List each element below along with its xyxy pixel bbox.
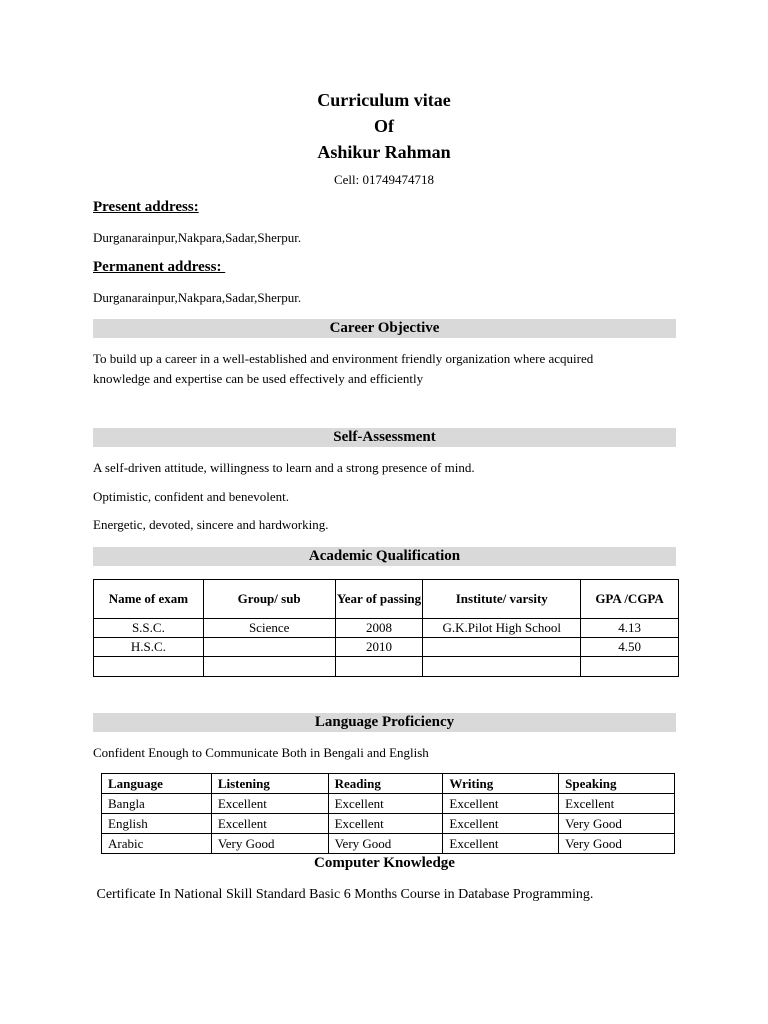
language-proficiency-heading: Language Proficiency [93,713,676,732]
table-cell: Excellent [559,794,675,814]
document-title: Curriculum vitae [317,90,451,110]
column-header: Institute/ varsity [423,580,581,619]
table-cell [581,657,679,677]
column-header: GPA /CGPA [581,580,679,619]
self-assessment-item: Optimistic, confident and benevolent. [93,489,290,504]
table-cell [203,657,335,677]
table-cell: Very Good [559,814,675,834]
language-intro-text: Confident Enough to Communicate Both in Bengali and English [93,745,429,760]
table-cell: 2008 [335,619,423,638]
present-address-value: Durganarainpur,Nakpara,Sadar,Sherpur. [93,230,302,245]
table-cell: H.S.C. [94,638,204,657]
table-cell: Arabic [102,834,212,854]
column-header: Reading [328,774,443,794]
table-cell [335,657,423,677]
table-cell: 4.50 [581,638,679,657]
table-cell [423,657,581,677]
table-cell: English [102,814,212,834]
cell-number: Cell: 01749474718 [333,172,435,187]
table-row [102,834,675,854]
self-assessment-item: Energetic, devoted, sincere and hardworking. [93,517,329,532]
table-cell: Excellent [443,834,559,854]
column-header: Language [102,774,212,794]
column-header: Listening [211,774,328,794]
table-cell: Excellent [443,814,559,834]
self-assessment-heading: Self-Assessment [93,428,676,447]
document-title-of: Of [374,116,394,136]
table-cell: 4.13 [581,619,679,638]
column-header: Writing [443,774,559,794]
column-header: Year of passing [335,580,423,619]
table-cell: Very Good [211,834,328,854]
permanent-address-heading: Permanent address: [93,259,226,275]
table-cell: S.S.C. [94,619,204,638]
computer-knowledge-heading: Computer Knowledge [314,855,455,871]
table-cell: Science [203,619,335,638]
table-cell [203,638,335,657]
table-cell: Excellent [211,794,328,814]
career-objective-heading: Career Objective [93,319,676,338]
table-row [94,657,679,677]
language-table [101,773,675,854]
table-cell: Bangla [102,794,212,814]
table-cell [94,657,204,677]
table-cell: Excellent [211,814,328,834]
present-address-heading: Present address: [93,199,199,215]
table-cell: Excellent [328,794,443,814]
column-header: Name of exam [94,580,204,619]
table-row [102,794,675,814]
table-row [102,814,675,834]
table-cell: Excellent [328,814,443,834]
table-cell: Very Good [328,834,443,854]
candidate-name: Ashikur Rahman [317,142,451,162]
table-cell: Excellent [443,794,559,814]
table-row [94,638,679,657]
academic-table [93,579,679,677]
table-header-row [102,774,675,794]
column-header: Group/ sub [203,580,335,619]
computer-knowledge-text: Certificate In National Skill Standard Basic 6 Months Course in Database Programming. [93,887,594,902]
table-cell [423,638,581,657]
permanent-address-value: Durganarainpur,Nakpara,Sadar,Sherpur. [93,290,302,305]
career-objective-text: To build up a career in a well-established and environment friendly organization where acquired knowledge and expertise can be used effectively and efficiently [93,351,594,386]
table-cell: 2010 [335,638,423,657]
table-header-row [94,580,679,619]
column-header: Speaking [559,774,675,794]
table-cell: Very Good [559,834,675,854]
table-cell: G.K.Pilot High School [423,619,581,638]
academic-qualification-heading: Academic Qualification [93,547,676,566]
self-assessment-item: A self-driven attitude, willingness to learn and a strong presence of mind. [93,460,475,475]
table-row [94,619,679,638]
